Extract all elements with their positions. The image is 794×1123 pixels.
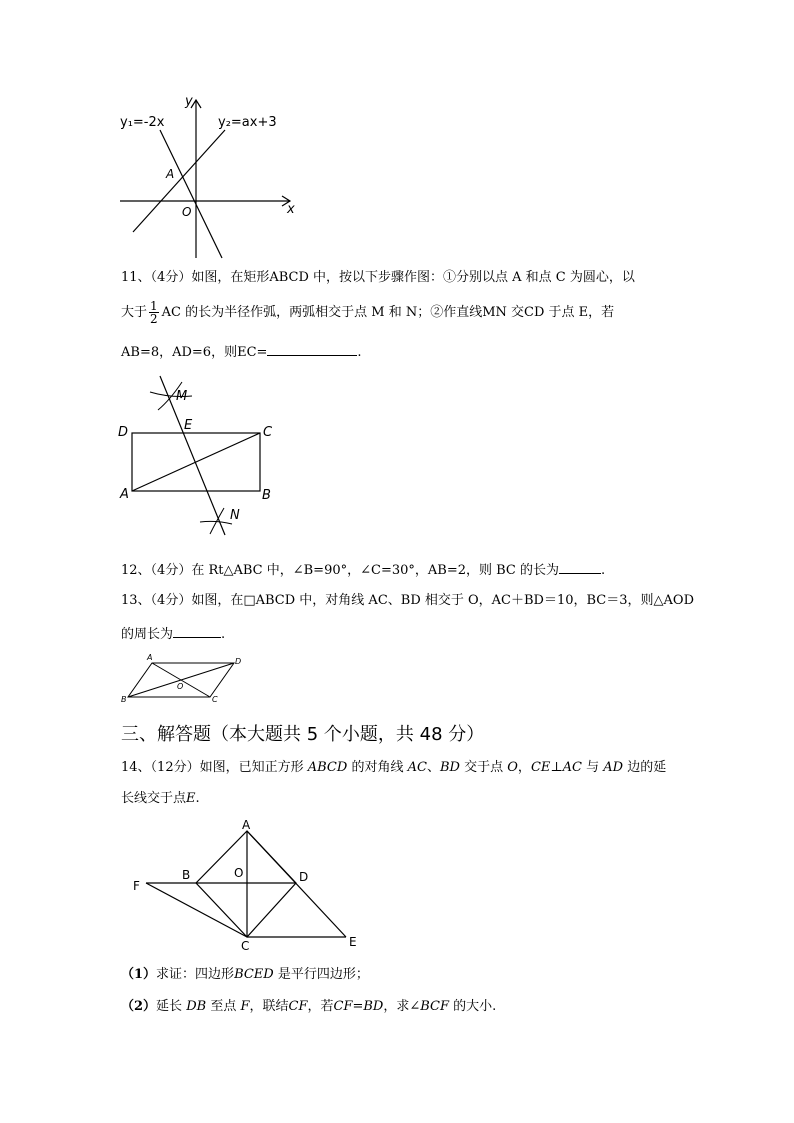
part2-text-b: 至点 bbox=[210, 999, 237, 1014]
part1-label: （1） bbox=[121, 967, 157, 982]
q11-score: （4分） bbox=[150, 270, 192, 285]
q14-text-line2: 长线交于点 bbox=[121, 791, 187, 806]
label-a: A bbox=[147, 653, 153, 662]
label-a: A bbox=[120, 487, 129, 502]
q14-part2 bbox=[121, 999, 496, 1015]
part2-text-a: 延长 bbox=[156, 999, 183, 1014]
label-o: O bbox=[234, 866, 244, 880]
q14-bd: BD bbox=[439, 760, 460, 775]
label-y2: y₂=ax+3 bbox=[218, 115, 277, 130]
label-d: D bbox=[235, 657, 242, 666]
q14-number: 14、 bbox=[121, 760, 151, 775]
q14-e: E bbox=[186, 791, 196, 806]
q14-comma: ， bbox=[517, 760, 531, 775]
q14-sep: 、 bbox=[426, 760, 440, 775]
fraction-denominator: 2 bbox=[150, 312, 158, 326]
q14-ce-ac: CE⊥AC bbox=[530, 760, 582, 775]
q12-score: （4分） bbox=[150, 563, 192, 578]
part2-label: （2） bbox=[121, 999, 157, 1014]
label-m: M bbox=[176, 389, 188, 404]
part1-bced: BCED bbox=[234, 967, 274, 982]
q11-end: . bbox=[357, 345, 362, 360]
q14-ad: AD bbox=[603, 760, 624, 775]
q14-text-c: 交于点 bbox=[464, 760, 504, 775]
label-c: C bbox=[212, 695, 218, 704]
square-abcd bbox=[196, 831, 296, 937]
part2-text-e: ，求∠ bbox=[383, 999, 421, 1014]
label-x-axis: x bbox=[287, 202, 295, 217]
q12-number: 12、 bbox=[121, 563, 151, 578]
q14-end: . bbox=[195, 791, 200, 806]
label-o: O bbox=[177, 682, 184, 691]
part2-db: DB bbox=[186, 999, 207, 1014]
label-c: C bbox=[241, 939, 250, 953]
q13-text-line1: 如图，在□ABCD 中，对角线 AC、BD 相交于 O，AC＋BD＝10，BC＝3，则△AOD bbox=[191, 593, 694, 608]
label-d: D bbox=[299, 870, 309, 884]
part2-cf: CF bbox=[288, 999, 308, 1014]
q12-text: 在 Rt△ABC 中，∠B=90°，∠C=30°，AB=2，则 BC 的长为 bbox=[191, 563, 559, 578]
q13-score: （4分） bbox=[150, 593, 192, 608]
label-n: N bbox=[230, 508, 240, 523]
q14-o: O bbox=[507, 760, 518, 775]
label-y1: y₁=-2x bbox=[120, 115, 165, 130]
q12-end: . bbox=[601, 563, 606, 578]
label-b: B bbox=[121, 695, 127, 704]
q11-text-line3: AB=8，AD=6，则EC= bbox=[121, 345, 268, 360]
label-c: C bbox=[263, 425, 273, 440]
label-a: A bbox=[242, 818, 251, 832]
label-e: E bbox=[184, 418, 193, 433]
q14-part1 bbox=[121, 967, 369, 983]
q13-text-line2: 的周长为 bbox=[121, 627, 174, 642]
q14-score: （12分） bbox=[150, 760, 200, 775]
label-point-a: A bbox=[166, 167, 175, 181]
q11-text-line2-pre: 大于 bbox=[121, 305, 148, 320]
q11-text-line1: 如图，在矩形ABCD 中，按以下步骤作图：①分别以点 A 和点 C 为圆心，以 bbox=[191, 270, 635, 285]
label-e: E bbox=[349, 935, 357, 949]
label-b: B bbox=[182, 868, 191, 882]
q14-text-a: 如图，已知正方形 bbox=[199, 760, 304, 775]
section-heading: 三、解答题（本大题共 5 个小题，共 48 分） bbox=[121, 724, 485, 745]
line-fc bbox=[146, 883, 247, 937]
q13-number: 13、 bbox=[121, 593, 151, 608]
q14-abcd: ABCD bbox=[307, 760, 348, 775]
part1-text-b: 是平行四边形； bbox=[277, 967, 369, 982]
q11-number: 11、 bbox=[121, 270, 151, 285]
q14-text-d: 与 bbox=[586, 760, 600, 775]
label-y-axis: y bbox=[185, 94, 193, 109]
q13-end: . bbox=[221, 627, 226, 642]
part2-text-f: 的大小. bbox=[453, 999, 497, 1014]
part2-cf-bd: CF=BD bbox=[333, 999, 384, 1014]
part2-text-d: ，若 bbox=[307, 999, 334, 1014]
part2-text-c: ，联结 bbox=[249, 999, 289, 1014]
q14-text-e: 边的延 bbox=[627, 760, 667, 775]
label-b: B bbox=[262, 488, 271, 503]
q14-text-b: 的对角线 bbox=[351, 760, 404, 775]
part1-text-a: 求证：四边形 bbox=[156, 967, 235, 982]
label-origin: O bbox=[182, 205, 192, 219]
label-d: D bbox=[118, 425, 129, 440]
q14-ac: AC bbox=[407, 760, 427, 775]
part2-f: F bbox=[240, 999, 250, 1014]
q11-text-line2-post: AC 的长为半径作弧，两弧相交于点 M 和 N；②作直线MN 交CD 于点 E，若 bbox=[161, 305, 615, 320]
label-f: F bbox=[133, 879, 140, 893]
part2-bcf: BCF bbox=[420, 999, 450, 1014]
fraction-numerator: 1 bbox=[150, 299, 158, 313]
